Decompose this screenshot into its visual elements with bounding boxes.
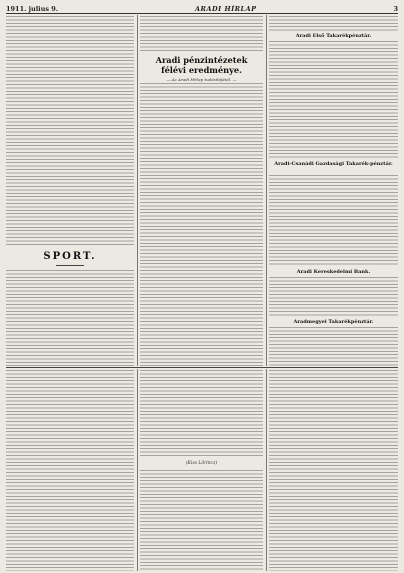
column-divider xyxy=(266,369,267,571)
bank-heading-line2: félévi eredménye. xyxy=(161,65,242,75)
sport-article-text xyxy=(6,270,134,366)
bank-heading-line1: Aradi pénzintézetek xyxy=(155,55,248,65)
lower-right-column xyxy=(269,370,398,571)
right-column xyxy=(269,16,398,366)
article-text-block xyxy=(140,16,263,52)
newspaper-title: ARADI HÍRLAP xyxy=(195,4,257,13)
left-column xyxy=(6,16,134,366)
heading-rule xyxy=(56,265,84,266)
page-header xyxy=(6,4,398,14)
article-text-block xyxy=(269,370,398,571)
subheading-aradi-elso: Aradi Első Takarékpénztár. xyxy=(295,33,372,39)
column-divider xyxy=(137,369,138,571)
subheading-aradmegyei: Aradmegyei Takarékpénztár. xyxy=(293,319,374,325)
article-text-block xyxy=(269,16,398,32)
section-divider xyxy=(6,367,398,368)
poem-author: (Kiss Lőrincz) xyxy=(185,461,218,466)
bank-article-text xyxy=(140,83,263,366)
article-text-block xyxy=(140,370,263,458)
article-text-block xyxy=(6,16,134,246)
article-text-block xyxy=(140,470,263,571)
column-divider xyxy=(137,15,138,366)
lower-left-column xyxy=(6,370,134,571)
middle-column xyxy=(140,16,263,366)
article-text-block xyxy=(269,327,398,366)
article-text-block xyxy=(269,41,398,159)
lower-middle-column xyxy=(140,370,263,571)
sport-heading: SPORT. xyxy=(43,251,97,262)
page-number: 3 xyxy=(393,4,398,13)
issue-date: 1911. julius 9. xyxy=(6,4,59,13)
article-text-block xyxy=(6,370,134,571)
column-divider xyxy=(266,15,267,366)
bank-byline: — Az Aradi Hírlap tudósítójától. — xyxy=(166,77,237,82)
subheading-kereskedelmi-bank: Aradi Kereskedelmi Bank. xyxy=(296,269,371,275)
subheading-aradi-csanadi: Aradi-Csanádi Gazdasági Takarék-pénztár. xyxy=(274,161,393,167)
article-text-block xyxy=(269,277,398,317)
article-text-block xyxy=(269,175,398,267)
